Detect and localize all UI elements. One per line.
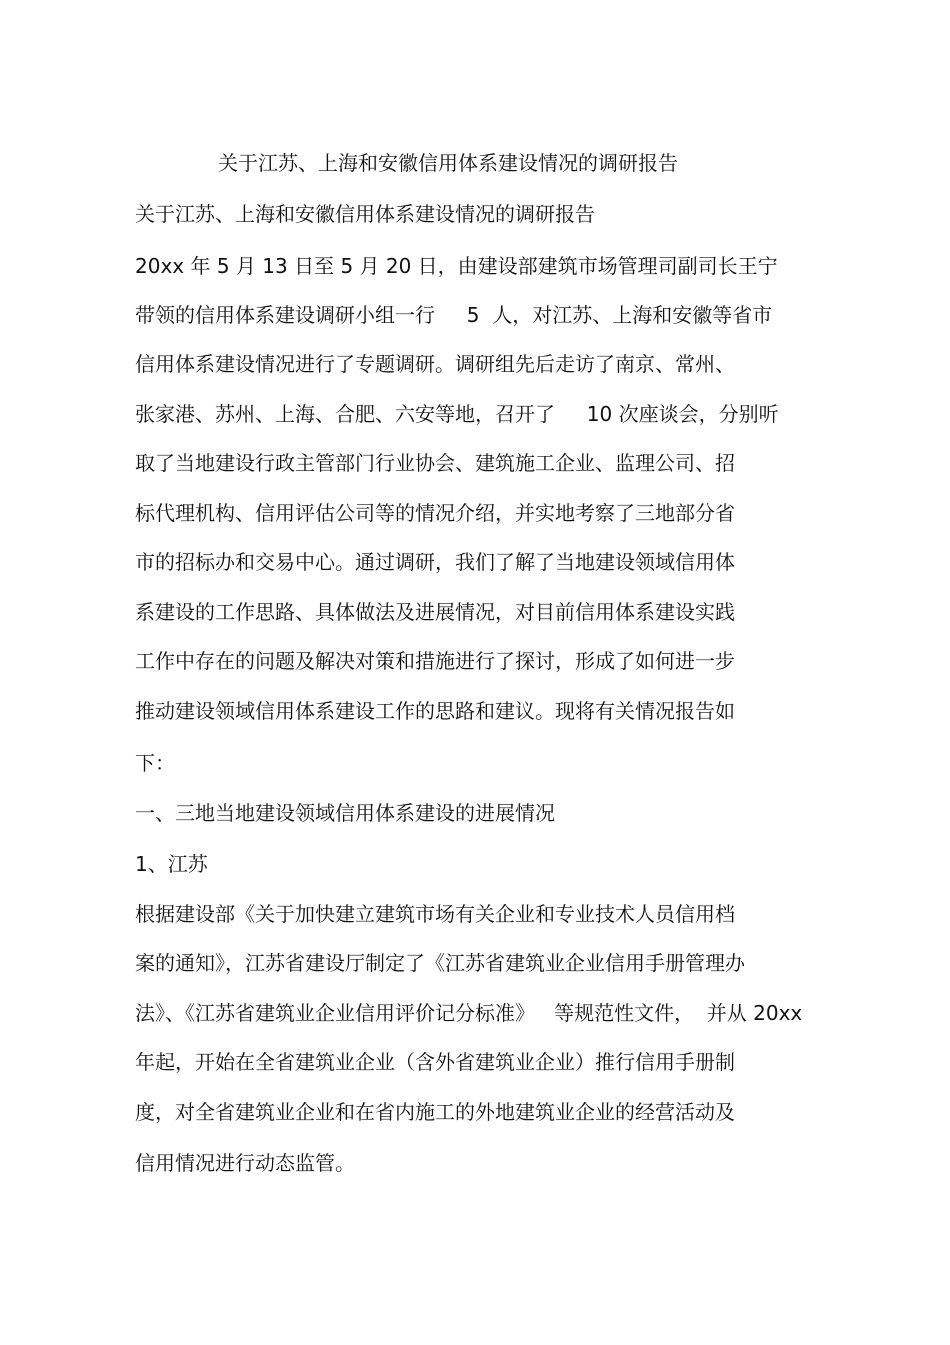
paragraph-line: 20xx 年 5 月 13 日至 5 月 20 日，由建设部建筑市场管理司副司长王宁: [135, 254, 778, 278]
paragraph-line: 推动建设领域信用体系建设工作的思路和建议。现将有关情况报告如: [135, 699, 735, 723]
paragraph-line: 市的招标办和交易中心。通过调研，我们了解了当地建设领域信用体: [135, 550, 735, 574]
paragraph-line: 取了当地建设行政主管部门行业协会、建筑施工企业、监理公司、招: [135, 451, 735, 475]
paragraph-line: 信用体系建设情况进行了专题调研。调研组先后走访了南京、常州、: [135, 352, 735, 376]
paragraph-line: 根据建设部《关于加快建立建筑市场有关企业和专业技术人员信用档: [135, 902, 735, 926]
document-title: 关于江苏、上海和安徽信用体系建设情况的调研报告: [218, 151, 678, 175]
document-subtitle: 关于江苏、上海和安徽信用体系建设情况的调研报告: [135, 202, 595, 226]
subsection-heading: 1、江苏: [135, 852, 208, 876]
paragraph-line: 年起，开始在全省建筑业企业（含外省建筑业企业）推行信用手册制: [135, 1050, 735, 1074]
paragraph-line: 信用情况进行动态监管。: [135, 1151, 355, 1175]
paragraph-line: 张家港、苏州、上海、合肥、六安等地，召开了 10 次座谈会，分别听: [135, 402, 779, 426]
paragraph-line: 系建设的工作思路、具体做法及进展情况，对目前信用体系建设实践: [135, 600, 735, 624]
paragraph-line: 法》、《江苏省建筑业企业信用评价记分标准》 等规范性文件， 并从 20xx: [135, 1001, 803, 1025]
paragraph-line: 带领的信用体系建设调研小组一行 5 人，对江苏、上海和安徽等省市: [135, 303, 773, 327]
paragraph-line: 标代理机构、信用评估公司等的情况介绍，并实地考察了三地部分省: [135, 501, 735, 525]
paragraph-line: 下：: [135, 751, 175, 775]
paragraph-line: 工作中存在的问题及解决对策和措施进行了探讨，形成了如何进一步: [135, 649, 735, 673]
paragraph-line: 案的通知》，江苏省建设厅制定了《江苏省建筑业企业信用手册管理办: [135, 951, 745, 975]
section-heading: 一、三地当地建设领域信用体系建设的进展情况: [135, 801, 555, 825]
paragraph-line: 度，对全省建筑业企业和在省内施工的外地建筑业企业的经营活动及: [135, 1100, 735, 1124]
